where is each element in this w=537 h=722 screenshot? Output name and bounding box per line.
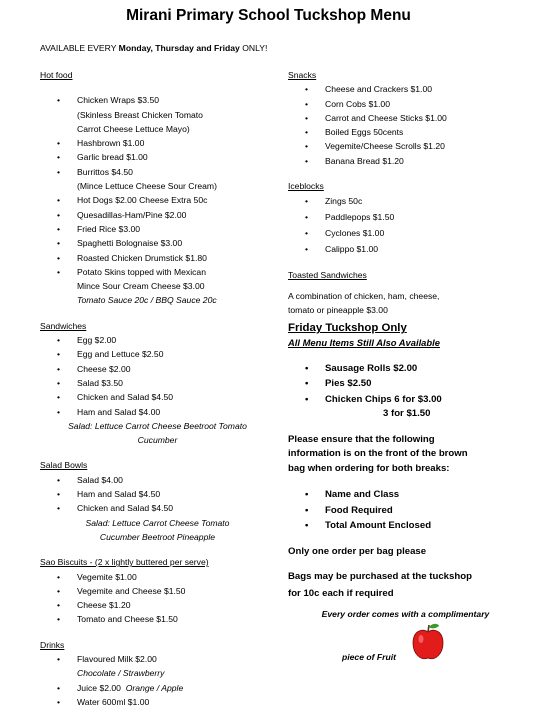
friday-subheading: All Menu Items Still Also Available	[288, 336, 440, 348]
snacks-heading: Snacks	[288, 70, 317, 80]
list-item: • Vegemite and Cheese $1.50	[77, 584, 275, 598]
list-item: • Carrot and Cheese Sticks $1.00	[325, 111, 523, 125]
friday-list	[288, 361, 523, 408]
drinks-list	[40, 652, 275, 709]
availability-line	[40, 43, 267, 53]
list-item: • Hot Dogs $2.00 Cheese Extra 50c	[77, 193, 275, 207]
availability-suffix: ONLY!	[239, 43, 268, 53]
instructions-list	[288, 487, 523, 534]
list-item: • Tomato and Cheese $1.50	[77, 612, 275, 626]
bowl-salad-note: Salad: Lettuce Carrot Cheese Tomato	[85, 517, 230, 528]
list-item: • Calippo $1.00	[325, 241, 523, 257]
hot-food-list	[40, 93, 275, 293]
toasted-text: A combination of chicken, ham, cheese,	[288, 290, 440, 301]
sandwich-salad-note: Salad: Lettuce Carrot Cheese Beetroot Tomato	[68, 420, 247, 431]
list-item: • Vegemite/Cheese Scrolls $1.20	[325, 139, 523, 153]
list-item: • Cyclones $1.00	[325, 225, 523, 241]
sauce-note: Tomato Sauce 20c / BBQ Sauce 20c	[77, 295, 217, 306]
right-column	[288, 68, 523, 662]
sao-heading: Sao Biscuits - (2 x lightly buttered per serve)	[40, 557, 209, 568]
list-item: • Banana Bread $1.20	[325, 154, 523, 168]
instructions-line: Please ensure that the following	[288, 433, 435, 445]
availability-days: Monday, Thursday and Friday	[118, 43, 240, 53]
list-item: • Egg $2.00	[77, 333, 275, 347]
bags-note: Bags may be purchased at the tuckshop	[288, 571, 472, 583]
list-item: • Burrittos $4.50 (Mince Lettuce Cheese Sour Cream)	[77, 165, 275, 194]
list-item: • Pies $2.50	[325, 376, 523, 392]
list-item: • Salad $4.00	[77, 473, 275, 487]
list-item: • Chicken and Salad $4.50	[77, 390, 275, 404]
list-item: • Salad $3.50	[77, 376, 275, 390]
list-item: • Cheese $1.20	[77, 598, 275, 612]
list-item: • Paddlepops $1.50	[325, 209, 523, 225]
list-item: • Potato Skins topped with Mexican Mince Sour Cream Cheese $3.00	[77, 265, 275, 294]
hot-food-heading: Hot food	[40, 70, 73, 80]
drinks-heading: Drinks	[40, 639, 65, 650]
toasted-text-2: tomato or pineapple $3.00	[288, 304, 388, 315]
sandwiches-heading: Sandwiches	[40, 320, 87, 331]
fruit-label: piece of Fruit	[342, 651, 396, 662]
bowl-salad-note-2: Cucumber Beetroot Pineapple	[99, 531, 216, 542]
list-item: • Fried Rice $3.00	[77, 222, 275, 236]
list-item: • Sausage Rolls $2.00	[325, 361, 523, 377]
page-title: Mirani Primary School Tuckshop Menu	[126, 7, 411, 24]
list-item: • Juice $2.00 Orange / Apple	[77, 681, 275, 695]
iceblocks-list	[288, 193, 523, 257]
list-item: • Spaghetti Bolognaise $3.00	[77, 236, 275, 250]
list-item: • Chicken Chips 6 for $3.00	[325, 392, 523, 408]
list-item: • Cheese and Crackers $1.00	[325, 82, 523, 96]
bags-note-2: for 10c each if required	[288, 587, 394, 599]
sandwich-salad-note-2: Cucumber	[137, 435, 178, 446]
snacks-list	[288, 82, 523, 168]
list-item: • Garlic bread $1.00	[77, 150, 275, 164]
one-order-note: Only one order per bag please	[288, 545, 427, 557]
list-item: • Ham and Salad $4.00	[77, 405, 275, 419]
list-item: • Cheese $2.00	[77, 362, 275, 376]
list-item: • Name and Class	[325, 487, 523, 503]
list-item: • Chicken Wraps $3.50 (Skinless Breast Chicken Tomato Carrot Cheese Lettuce Mayo)	[77, 93, 275, 136]
list-item: • Zings 50c	[325, 193, 523, 209]
list-item: • Flavoured Milk $2.00 Chocolate / Strawberry	[77, 652, 275, 681]
list-item: • Hashbrown $1.00	[77, 136, 275, 150]
sandwiches-list	[40, 333, 275, 419]
instructions-line-3: bag when ordering for both breaks:	[288, 462, 450, 474]
toasted-heading: Toasted Sandwiches	[288, 270, 367, 281]
salad-bowls-list	[40, 473, 275, 516]
instructions-line-2: information is on the front of the brown	[288, 448, 468, 460]
left-column	[40, 68, 275, 709]
list-item: • Food Required	[325, 503, 523, 519]
sao-list	[40, 570, 275, 627]
list-item: • Quesadillas-Ham/Pine $2.00	[77, 208, 275, 222]
list-item: • Corn Cobs $1.00	[325, 97, 523, 111]
list-item: • Boiled Eggs 50cents	[325, 125, 523, 139]
chicken-chips-price-2: 3 for $1.50	[383, 408, 431, 420]
iceblocks-heading: Iceblocks	[288, 181, 324, 192]
fruit-footer	[288, 622, 523, 662]
list-item: • Roasted Chicken Drumstick $1.80	[77, 251, 275, 265]
list-item: • Total Amount Enclosed	[325, 518, 523, 534]
friday-heading: Friday Tuckshop Only	[288, 322, 407, 335]
apple-icon	[412, 622, 444, 662]
list-item: • Egg and Lettuce $2.50	[77, 347, 275, 361]
list-item: • Vegemite $1.00	[77, 570, 275, 584]
list-item: • Water 600ml $1.00	[77, 695, 275, 709]
availability-prefix: AVAILABLE EVERY	[40, 43, 119, 53]
list-item: • Ham and Salad $4.50	[77, 487, 275, 501]
salad-bowls-heading: Salad Bowls	[40, 460, 88, 471]
list-item: • Chicken and Salad $4.50	[77, 501, 275, 515]
complimentary-note: Every order comes with a complimentary	[321, 609, 490, 620]
